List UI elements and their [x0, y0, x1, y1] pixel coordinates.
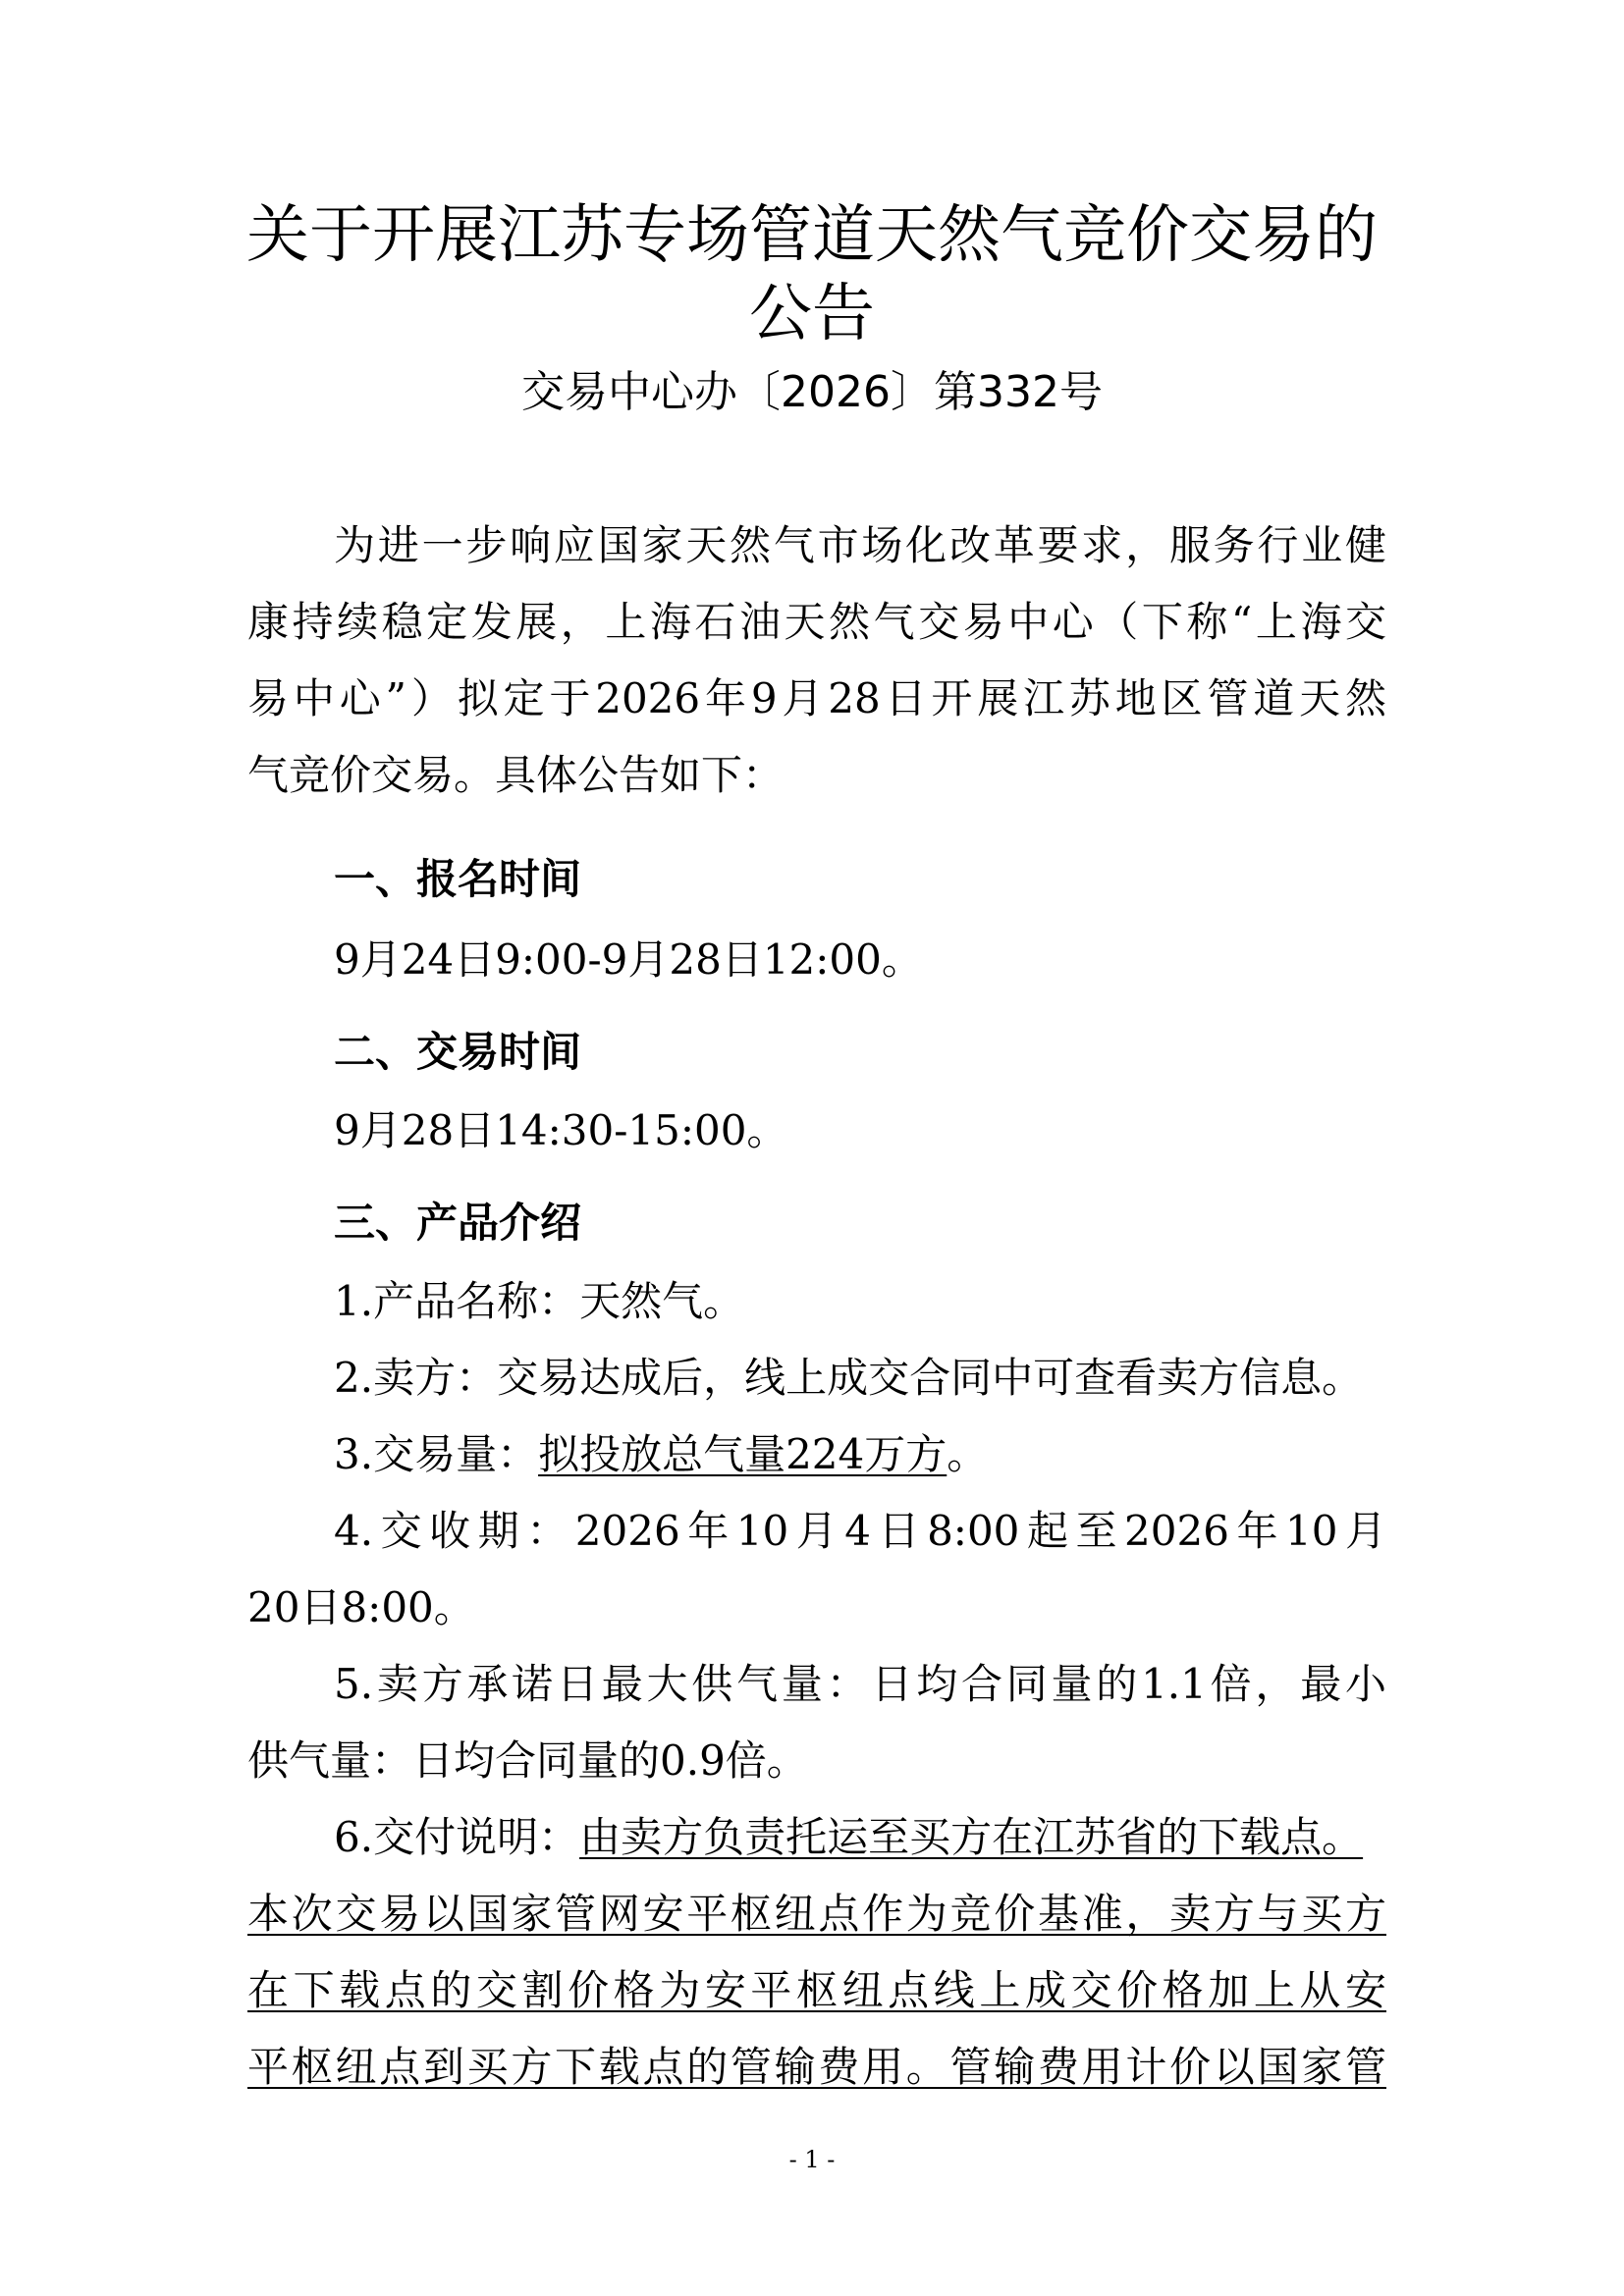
section-2-text: 9月28日14:30-15:00。	[334, 1106, 788, 1154]
page-number: - 1 -	[788, 2146, 836, 2173]
product-item-6-line-1	[334, 1810, 1386, 1865]
product-item-4-line-2: 20日8:00。	[247, 1583, 475, 1631]
product-item-6-label: 6.交付说明：	[334, 1813, 580, 1861]
product-item-3-label: 3.交易量：	[334, 1430, 539, 1478]
product-item-3-volume: 拟投放总气量224万方	[538, 1430, 947, 1478]
section-3-heading: 三、产品介绍	[334, 1199, 582, 1247]
document-title-line-1: 关于开展江苏专场管道天然气竞价交易的	[246, 199, 1378, 272]
intro-line-1: 为进一步响应国家天然气市场化改革要求，服务行业健	[334, 521, 1386, 569]
section-1-text: 9月24日9:00-9月28日12:00。	[334, 935, 923, 984]
document-title-line-2: 公告	[749, 278, 875, 350]
section-1-heading: 一、报名时间	[334, 855, 582, 903]
product-item-4-line-1: 4.交收期：2026年10月4日8:00起至2026年10月	[334, 1507, 1386, 1555]
section-2-heading: 二、交易时间	[334, 1028, 582, 1076]
product-item-5-line-1: 5.卖方承诺日最大供气量：日均合同量的1.1倍，最小	[334, 1660, 1386, 1708]
product-item-6-line-4: 平枢纽点到买方下载点的管输费用。管输费用计价以国家管	[247, 2043, 1386, 2091]
product-item-5-line-2: 供气量：日均合同量的0.9倍。	[247, 1736, 808, 1785]
product-item-6-period: 。	[1322, 1813, 1364, 1861]
document-number: 交易中心办〔2026〕第332号	[521, 367, 1103, 417]
product-item-3	[334, 1427, 1386, 1482]
product-item-2: 2.卖方：交易达成后，线上成交合同中可查看卖方信息。	[334, 1354, 1364, 1402]
intro-line-3: 易中心”）拟定于2026年9月28日开展江苏地区管道天然	[247, 674, 1386, 722]
product-item-6-delivery: 由卖方负责托运至买方在江苏省的下载点	[579, 1813, 1323, 1861]
product-item-1: 1.产品名称：天然气。	[334, 1277, 745, 1325]
product-item-3-end: 。	[947, 1430, 989, 1478]
product-item-6-line-3: 在下载点的交割价格为安平枢纽点线上成交价格加上从安	[247, 1966, 1386, 2014]
product-item-6-line-2: 本次交易以国家管网安平枢纽点作为竞价基准，卖方与买方	[247, 1890, 1386, 1938]
intro-line-4: 气竞价交易。具体公告如下：	[247, 751, 785, 799]
intro-line-2: 康持续稳定发展，上海石油天然气交易中心（下称“上海交	[247, 598, 1386, 646]
